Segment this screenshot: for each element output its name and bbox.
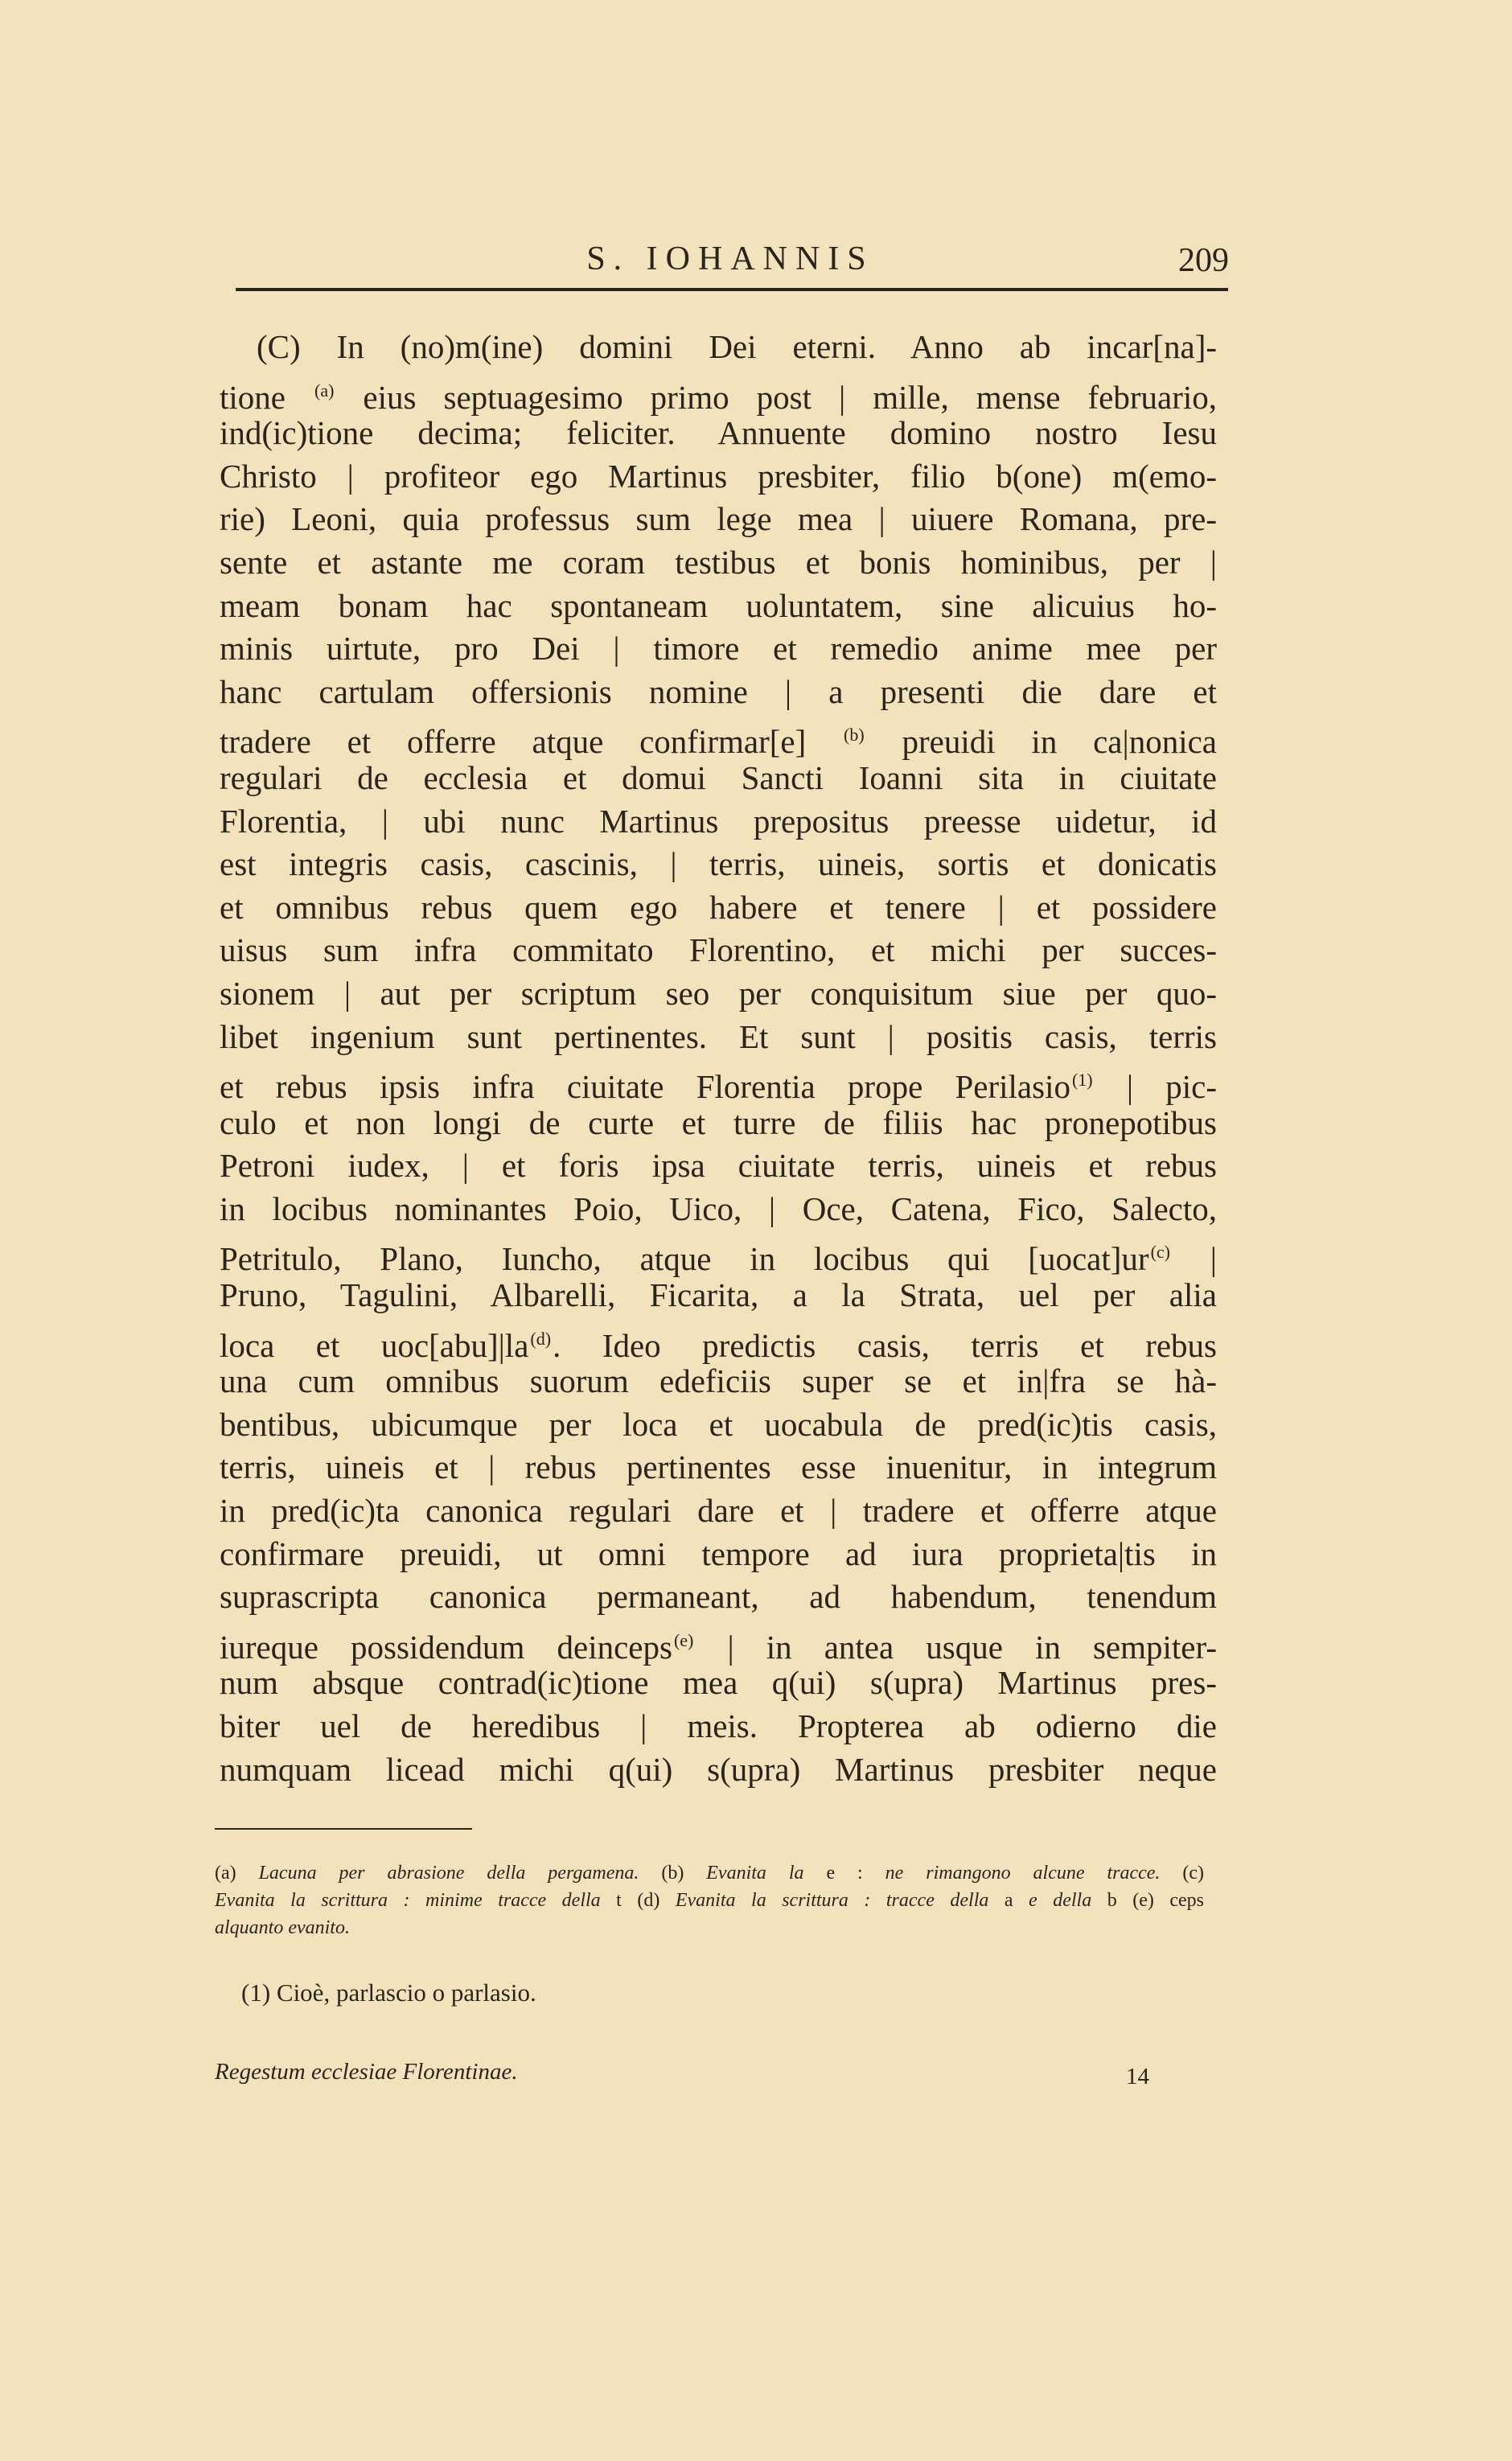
text-line [220, 1058, 1217, 1106]
text-line [220, 1489, 1217, 1533]
text-segment: | [1171, 1240, 1217, 1278]
footnote-rule [215, 1828, 472, 1830]
text-segment: | pic- [1094, 1068, 1217, 1106]
text-segment: ind(ic)tione decima; feliciter. Annuente domino nostro Iesu [220, 414, 1217, 452]
text-segment: una cum omnibus suorum edeficiis super se et in|fra se hà- [220, 1362, 1217, 1400]
text-segment: est integris casis, cascinis, | terris, uineis, sortis et donicatis [220, 845, 1217, 883]
critical-footnotes [215, 1859, 1204, 1941]
text-segment: libet ingenium sunt pertinentes. Et sunt | positis casis, terris [220, 1017, 1217, 1055]
italic-text: Evanita la [706, 1863, 804, 1884]
text-segment: (a) [215, 1863, 259, 1884]
text-segment: iureque possidendum deinceps [220, 1628, 672, 1666]
text-segment: Florentia, | ubi nunc Martinus prepositus preesse uidetur, id [220, 802, 1217, 840]
text-segment: sionem | aut per scriptum seo per conquisitum siue per quo- [220, 974, 1217, 1012]
italic-text: ne rimangono alcune tracce. [885, 1863, 1161, 1884]
text-segment: eius septuagesimo primo post | mille, mense februario, [335, 378, 1217, 416]
text-line [220, 1144, 1217, 1188]
text-line [220, 326, 1217, 369]
charter-text [220, 326, 1217, 1791]
text-segment: et rebus ipsis infra ciuitate Florentia prope Perilasio [220, 1068, 1070, 1106]
text-segment: minis uirtute, pro Dei | timore et remedio anime mee per [220, 630, 1217, 668]
text-segment: hanc cartulam offersionis nomine | a presenti die dare et [220, 672, 1217, 710]
text-line [220, 972, 1217, 1016]
text-line [220, 1576, 1217, 1619]
text-segment: tradere et offerre atque confirmar[e] [220, 723, 843, 761]
text-line [220, 1748, 1217, 1792]
footnote-line [215, 1914, 1204, 1941]
text-segment: et omnibus rebus quem ego habere et tenere | et possidere [220, 888, 1217, 926]
footnote-reference: (b) [844, 725, 865, 746]
text-segment: Pruno, Tagulini, Albarelli, Ficarita, a la Strata, uel per alia [220, 1276, 1217, 1314]
text-segment: uisus sum infra commitato Florentino, et michi per succes- [220, 931, 1217, 969]
italic-text: Evanita la scrittura : minime tracce della [215, 1890, 601, 1911]
footnote-reference: (c) [1150, 1242, 1170, 1263]
italic-text: Evanita la scrittura : tracce della [675, 1890, 989, 1911]
text-segment: loca et uoc[abu]|la [220, 1326, 529, 1364]
footnote-1: (1) Cioè, parlascio o parlasio. [241, 1978, 536, 2007]
text-segment: b (e) ceps [1091, 1890, 1205, 1911]
italic-text: alquanto evanito. [215, 1917, 350, 1938]
text-line [220, 800, 1217, 844]
footnote-reference: (d) [530, 1328, 552, 1349]
text-line [220, 929, 1217, 972]
text-line [220, 1360, 1217, 1403]
text-segment: (b) [639, 1863, 707, 1884]
text-line [220, 498, 1217, 541]
text-line [220, 1705, 1217, 1748]
text-line [220, 1274, 1217, 1317]
text-segment: tione [220, 378, 313, 416]
signature-number: 14 [1126, 2064, 1149, 2089]
text-line [220, 671, 1217, 714]
text-segment: t (d) [600, 1890, 676, 1911]
text-segment: Petroni iudex, | et foris ipsa ciuitate terris, uineis et rebus [220, 1147, 1217, 1185]
text-line [220, 843, 1217, 886]
text-line [220, 541, 1217, 585]
footnote-reference: (e) [673, 1629, 694, 1650]
text-line [220, 1619, 1217, 1666]
text-segment: Petritulo, Plano, Iuncho, atque in locibus qui [uocat]ur [220, 1240, 1149, 1278]
text-segment: in pred(ic)ta canonica regulari dare et | tradere et offerre atque [220, 1492, 1217, 1530]
text-line [220, 1102, 1217, 1145]
text-line [220, 1662, 1217, 1705]
text-segment: rie) Leoni, quia professus sum lege mea | uiuere Romana, pre- [220, 500, 1217, 538]
text-line [220, 455, 1217, 499]
footnote-reference: (a) [314, 380, 335, 401]
text-line [220, 886, 1217, 930]
text-line [220, 369, 1217, 416]
text-segment: preuidi in ca|nonica [865, 723, 1217, 761]
text-segment: (c) [1160, 1863, 1204, 1884]
text-segment: a [988, 1890, 1029, 1911]
text-line [220, 713, 1217, 761]
text-segment: Christo | profiteor ego Martinus presbiter, filio b(one) m(emo- [220, 457, 1217, 495]
italic-text: e della [1029, 1890, 1092, 1911]
text-segment: meam bonam hac spontaneam uoluntatem, sine alicuius ho- [220, 586, 1217, 624]
text-segment: (C) In (no)m(ine) domini Dei eterni. Anno ab incar[na]- [257, 328, 1217, 365]
footnote-reference: (1) [1071, 1070, 1093, 1091]
footnote-line [215, 1887, 1204, 1914]
text-segment: terris, uineis et | rebus pertinentes esse inuenitur, in integrum [220, 1448, 1217, 1486]
text-segment: suprascripta canonica permaneant, ad habendum, tenendum [220, 1578, 1217, 1616]
text-line [220, 1230, 1217, 1278]
text-line [220, 1403, 1217, 1447]
text-line [220, 1446, 1217, 1489]
running-title: S. IOHANNIS [586, 240, 874, 277]
text-segment: biter uel de heredibus | meis. Propterea ab odierno die [220, 1707, 1217, 1744]
text-segment: num absque contrad(ic)tione mea q(ui) s(upra) Martinus pres- [220, 1664, 1217, 1702]
text-segment: regulari de ecclesia et domui Sancti Ioanni sita in ciuitate [220, 758, 1217, 796]
page-number: 209 [1178, 242, 1229, 279]
text-segment: e : [803, 1863, 885, 1884]
text-segment: bentibus, ubicumque per loca et uocabula de pred(ic)tis casis, [220, 1405, 1217, 1443]
text-segment: . Ideo predictis casis, terris et rebus [553, 1326, 1217, 1364]
text-segment: culo et non longi de curte et turre de filiis hac pronepotibus [220, 1103, 1217, 1141]
italic-text: Lacuna per abrasione della pergamena. [258, 1863, 639, 1884]
text-line [220, 1016, 1217, 1059]
text-segment: numquam licead michi q(ui) s(upra) Martinus presbiter neque [220, 1750, 1217, 1788]
text-line [220, 1317, 1217, 1364]
text-segment: in locibus nominantes Poio, Uico, | Oce, Catena, Fico, Salecto, [220, 1189, 1217, 1227]
text-line [220, 1188, 1217, 1231]
text-segment: confirmare preuidi, ut omni tempore ad iura proprieta|tis in [220, 1535, 1217, 1572]
text-line [220, 757, 1217, 800]
text-line [220, 1533, 1217, 1576]
footnote-line [215, 1859, 1204, 1887]
header-rule [236, 288, 1228, 291]
text-segment: | in antea usque in sempiter- [695, 1628, 1217, 1666]
text-segment: sente et astante me coram testibus et bonis hominibus, per | [220, 543, 1217, 581]
text-line [220, 585, 1217, 628]
signature-title: Regestum ecclesiae Florentinae. [215, 2059, 518, 2085]
text-line [220, 627, 1217, 671]
text-line [220, 412, 1217, 455]
